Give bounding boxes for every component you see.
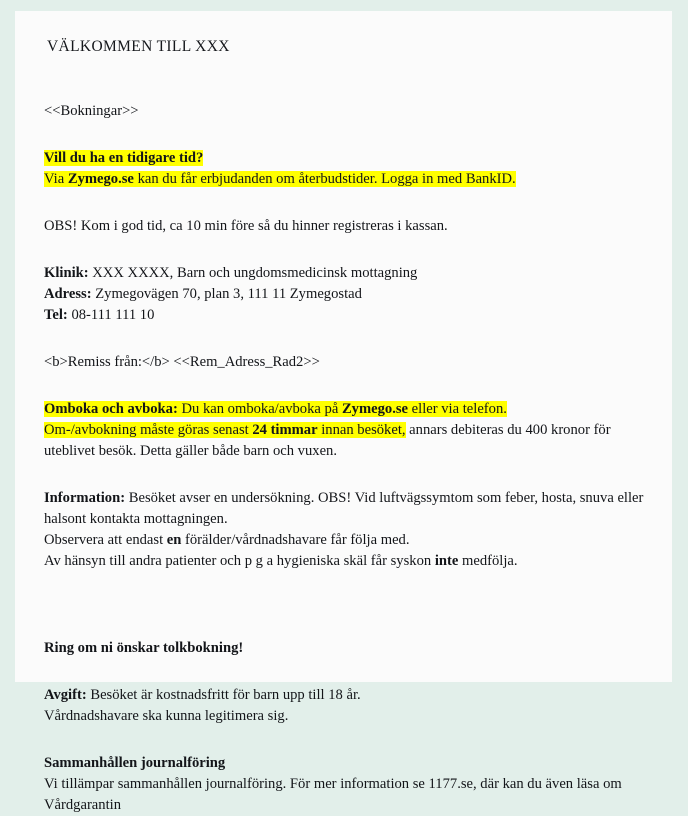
spacer — [44, 237, 654, 263]
spacer — [44, 122, 654, 148]
rebooking-line2-pre: Om-/avbokning måste göras senast — [44, 422, 253, 438]
phone-value: 08-111 111 10 — [67, 307, 155, 323]
fee-label: Avgift: — [44, 687, 87, 703]
spacer — [44, 57, 654, 101]
information-text: Besöket avser en undersökning. OBS! Vid luftvägssymtom som feber, hosta, snuva eller halsont kontakta mottagningen. — [44, 490, 644, 527]
spacer — [44, 659, 654, 685]
rebooking-line-3: uteblivet besök. Detta gäller både barn och vuxen. — [44, 443, 337, 459]
rebooking-line2-tail: annars debiteras du 400 kronor för — [405, 422, 611, 438]
clinic-line — [44, 263, 654, 284]
rebooking-line-1 — [44, 399, 654, 420]
information-line3-pre: Av hänsyn till andra patienter och p g a hygieniska skäl får syskon — [44, 553, 435, 569]
rebooking-highlight-2 — [44, 422, 406, 438]
earlier-time-line — [44, 169, 654, 190]
information-line2-post: förälder/vårdnadshavare får följa med. — [181, 532, 410, 548]
information-line2-pre: Observera att endast — [44, 532, 167, 548]
earlier-time-post: kan du får erbjudanden om återbudstider. Logga in med BankID. — [133, 171, 516, 187]
journal-heading: Sammanhållen journalföring — [44, 755, 226, 771]
earlier-time-heading-text: Vill du ha en tidigare tid? — [44, 150, 204, 166]
bookings-placeholder: <<Bokningar>> — [44, 103, 139, 119]
rebooking-line2-post: innan besöket, — [317, 422, 406, 438]
information-line3-post: medfölja. — [458, 553, 518, 569]
information-line2-emphasis: en — [166, 532, 182, 548]
phone-label: Tel: — [44, 307, 68, 323]
zymego-brand: Zymego.se — [341, 401, 409, 417]
address-line — [44, 284, 654, 305]
page-title: VÄLKOMMEN TILL XXX — [47, 38, 230, 55]
zymego-brand: Zymego.se — [67, 171, 134, 187]
document-page — [15, 11, 672, 813]
rebooking-deadline: 24 timmar — [252, 422, 318, 438]
journal-text: Vi tillämpar sammanhållen journalföring. För mer information se 1177.se, där kan du även läsa om Vårdgarantin — [44, 776, 622, 813]
rebooking-line-2 — [44, 420, 654, 441]
fee-line — [44, 685, 654, 706]
rebooking-label: Omboka och avboka: — [44, 401, 178, 417]
fee-line-2: Vårdnadshavare ska kunna legitimera sig. — [44, 708, 289, 724]
address-label: Adress: — [44, 286, 92, 302]
earlier-time-heading — [44, 148, 654, 169]
address-value: Zymegovägen 70, plan 3, 111 11 Zymegostad — [91, 286, 362, 302]
interpreter-heading: Ring om ni önskar tolkbokning! — [44, 640, 244, 656]
spacer — [44, 462, 654, 488]
earlier-time-highlight — [44, 171, 516, 187]
information-label: Information: — [44, 490, 126, 506]
information-paragraph — [44, 488, 654, 530]
spacer — [44, 373, 654, 399]
rebooking-highlight-1 — [44, 401, 507, 417]
phone-line — [44, 305, 654, 326]
arrival-note: OBS! Kom i god tid, ca 10 min före så du hinner registreras i kassan. — [44, 218, 448, 234]
spacer — [44, 190, 654, 216]
information-line3-emphasis: inte — [434, 553, 459, 569]
information-line-2 — [44, 530, 654, 551]
spacer — [44, 326, 654, 352]
document-content — [44, 37, 654, 816]
clinic-value: XXX XXXX, Barn och ungdomsmedicinsk mottagning — [88, 265, 418, 281]
rebooking-text-post: eller via telefon. — [408, 401, 507, 417]
rebooking-text-pre: Du kan omboka/avboka på — [177, 401, 342, 417]
earlier-time-pre: Via — [44, 171, 68, 187]
information-line-3 — [44, 551, 654, 572]
fee-value: Besöket är kostnadsfritt för barn upp till 18 år. — [86, 687, 361, 703]
clinic-label: Klinik: — [44, 265, 89, 281]
spacer-blank-region — [44, 572, 654, 638]
referral-placeholder: <b>Remiss från:</b> <<Rem_Adress_Rad2>> — [44, 354, 320, 370]
spacer — [44, 727, 654, 753]
